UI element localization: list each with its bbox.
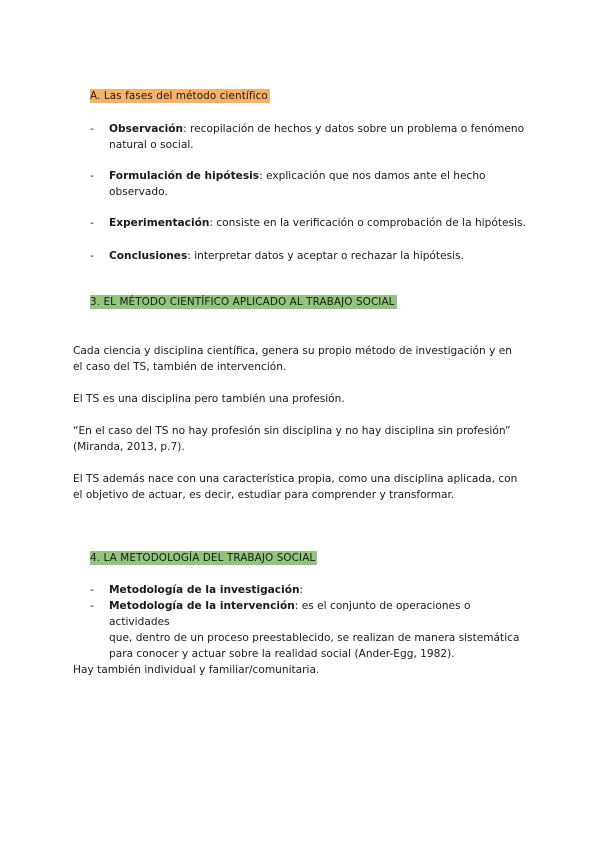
bullet-mark: -: [90, 170, 94, 182]
paragraph: Cada ciencia y disciplina científica, genera su propio método de investigación y en el caso del TS, también de intervención.: [73, 345, 512, 373]
term-experimentacion: Experimentación: [109, 217, 210, 229]
quote-paragraph: “En el caso del TS no hay profesión sin disciplina y no hay disciplina sin profesión” (Miranda, 2013, p.7).: [73, 425, 511, 453]
bullet-mark: -: [90, 123, 94, 135]
list-item: Metodología de la intervención: es el conjunto de operaciones o actividades que, dentro de un proceso preestablecido, se realizan de manera sistemática para conocer y actuar sobre la realidad social (Ander-Egg, 1982).: [109, 600, 520, 660]
list-item: Experimentación: consiste en la verificación o comprobación de la hipótesis.: [109, 217, 526, 229]
list-item: Conclusiones: interpretar datos y aceptar o rechazar la hipótesis.: [109, 250, 464, 262]
term-observacion: Observación: [109, 123, 184, 135]
bullet-mark: -: [90, 217, 94, 229]
bullet-mark: -: [90, 584, 94, 596]
list-item: Observación: recopilación de hechos y datos sobre un problema o fenómeno natural o social.: [109, 123, 525, 151]
list-item: Formulación de hipótesis: explicación que nos damos ante el hecho observado.: [109, 170, 486, 198]
list-item: Metodología de la investigación:: [109, 584, 304, 596]
term-metodologia-intervencion: Metodología de la intervención: [109, 600, 295, 612]
paragraph: El TS además nace con una característica propia, como una disciplina aplicada, con el objetivo de actuar, es decir, estudiar para comprender y transformar.: [73, 473, 518, 501]
section-3-heading: 3. EL MÉTODO CIENTÍFICO APLICADO AL TRABAJO SOCIAL: [90, 296, 395, 308]
term-metodologia-investigacion: Metodología de la investigación: [109, 584, 300, 596]
closing-paragraph: Hay también individual y familiar/comunitaria.: [73, 664, 320, 676]
term-conclusiones: Conclusiones: [109, 250, 188, 262]
term-formulacion: Formulación de hipótesis: [109, 170, 260, 182]
bullet-mark: -: [90, 600, 94, 612]
section-a-heading: A. Las fases del método científico: [90, 90, 268, 102]
paragraph: El TS es una disciplina pero también una profesión.: [73, 393, 345, 405]
bullet-mark: -: [90, 250, 94, 262]
section-4-heading: 4. LA METODOLOGÍA DEL TRABAJO SOCIAL: [90, 552, 316, 564]
